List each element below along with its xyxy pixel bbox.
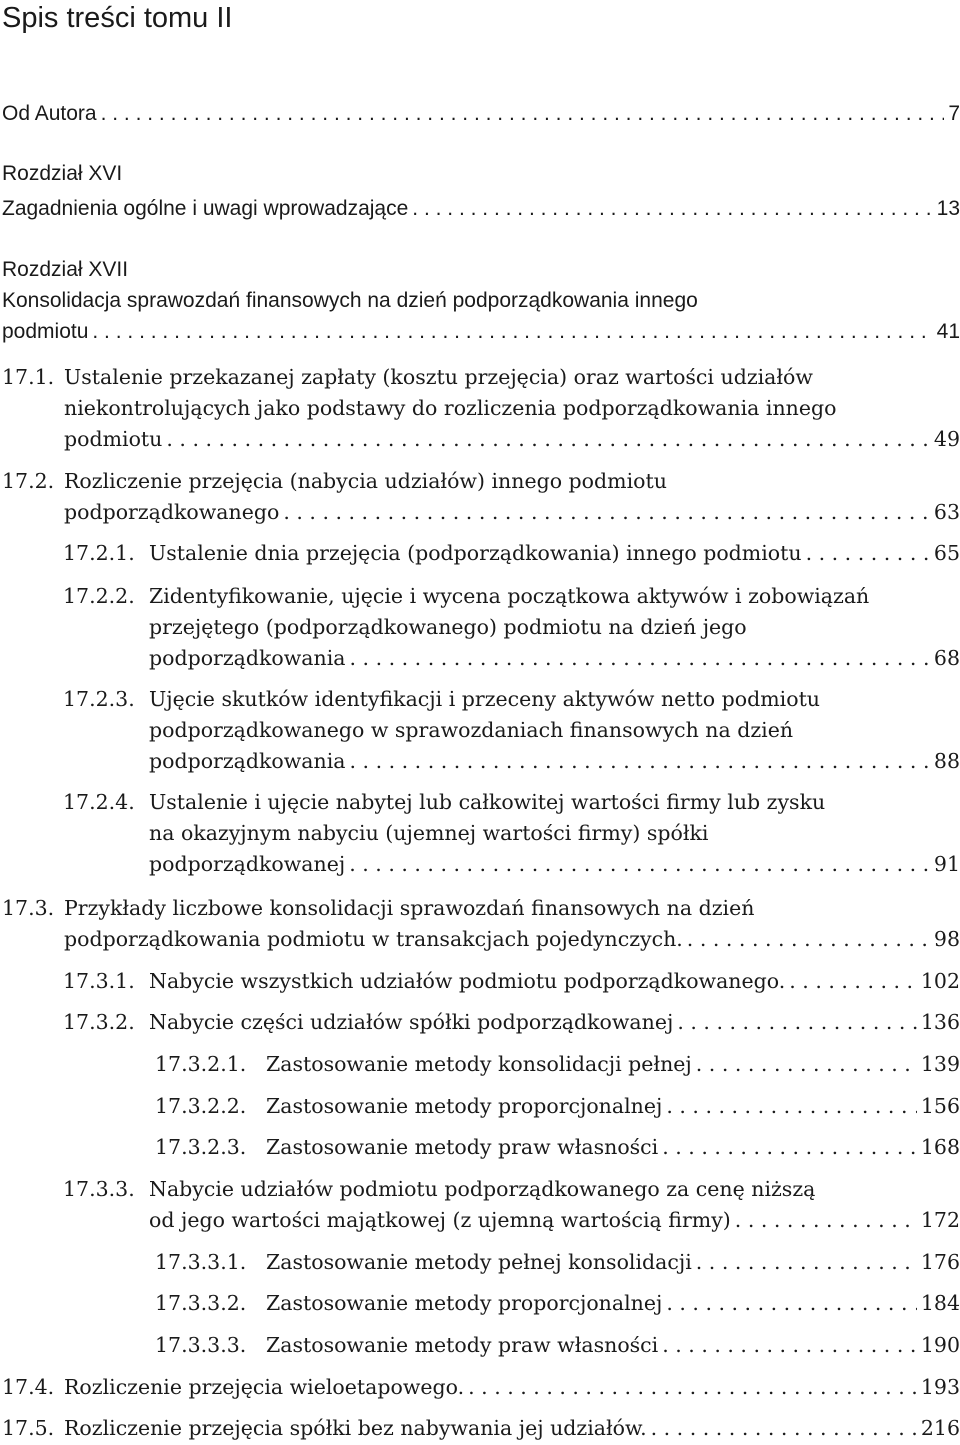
toc-page-number: 172 [920,1208,960,1232]
toc-section-number: 17.2. [2,469,55,493]
dot-leader [647,1413,917,1444]
dot-leader [464,1372,917,1403]
toc-page-number: 156 [920,1094,960,1118]
toc-entry[interactable] [2,285,960,347]
toc-section-number: 17.3.2.3. [155,1135,247,1159]
toc-entry[interactable] [63,1007,960,1038]
toc-line [63,538,960,569]
toc-entry-text: Zastosowanie metody praw własności [266,1333,659,1357]
toc-entry[interactable] [2,254,960,285]
toc-line [63,684,960,715]
toc-entry[interactable] [63,581,960,674]
toc-page-number: 136 [920,1010,960,1034]
toc-entry[interactable] [155,1247,960,1278]
dot-leader [692,1049,917,1080]
dot-leader [802,538,930,569]
toc-entry-text: Zastosowanie metody proporcjonalnej [266,1291,663,1315]
dot-leader [662,1091,917,1122]
toc-entry-text: podporządkowania podmiotu w transakcjach pojedynczych. [64,927,683,951]
toc-entry[interactable] [155,1091,960,1122]
toc-entry-text: podporządkowanej [149,852,346,876]
toc-line [2,893,960,924]
toc-section-number: 17.3.3. [63,1177,135,1201]
toc-line [63,581,960,612]
page-title: Spis treści tomu II [2,2,233,34]
toc-section-number: 17.5. [2,1416,55,1440]
toc-entry[interactable] [63,684,960,777]
toc-line [2,393,960,424]
toc-section-number: 17.2.4. [63,790,135,814]
toc-line [63,1205,960,1236]
dot-leader [162,424,930,455]
toc-entry-text: Zastosowanie metody proporcjonalnej [266,1094,663,1118]
toc-section-number: 17.2.1. [63,541,135,565]
toc-section-number: 17.3.3.3. [155,1333,247,1357]
toc-entry[interactable] [2,98,960,129]
toc-line [155,1091,960,1122]
dot-leader [662,1288,917,1319]
toc-page-number: 63 [933,500,960,524]
toc-entry[interactable] [155,1049,960,1080]
toc-page-number: 13 [936,197,960,220]
toc-section-number: 17.2.3. [63,687,135,711]
toc-entry[interactable] [2,1413,960,1444]
toc-entry-text: Ustalenie dnia przejęcia (podporządkowania) innego podmiotu [149,541,802,565]
dot-leader [408,193,932,224]
toc-page-number: 49 [933,427,960,451]
toc-entry[interactable] [155,1132,960,1163]
toc-section-number: 17.1. [2,365,55,389]
toc-line [2,158,960,189]
toc-line [155,1049,960,1080]
dot-leader [97,98,945,129]
toc-line [63,746,960,777]
toc-line [2,193,960,224]
dot-leader [658,1132,917,1163]
toc-page-number: 41 [936,320,960,343]
toc-entry-text: Rozliczenie przejęcia spółki bez nabywania jej udziałów. [64,1416,647,1440]
toc-page-number: 68 [933,646,960,670]
toc-section-number: 17.2.2. [63,584,135,608]
toc-line [155,1132,960,1163]
dot-leader [692,1247,917,1278]
toc-line [63,1007,960,1038]
toc-page-number: 7 [948,102,960,125]
toc-entry-text: podmiotu [2,320,89,343]
dot-leader [346,643,930,674]
toc-section-number: 17.3.3.1. [155,1250,247,1274]
toc-line [2,285,960,316]
toc-page-number: 184 [920,1291,960,1315]
toc-line [2,98,960,129]
toc-entry[interactable] [2,362,960,455]
toc-entry[interactable] [63,538,960,569]
toc-section-number: 17.3.2.2. [155,1094,247,1118]
toc-section-number: 17.3.2. [63,1010,135,1034]
toc-entry-text: Zidentyfikowanie, ujęcie i wycena początkowa aktywów i zobowiązań [149,584,870,608]
toc-page-number: 216 [920,1416,960,1440]
toc-entry[interactable] [63,1174,960,1236]
toc-entry-text: Ustalenie przekazanej zapłaty (kosztu przejęcia) oraz wartości udziałów [64,365,813,389]
dot-leader [88,316,932,347]
toc-line [2,424,960,455]
toc-section-number: 17.3.1. [63,969,135,993]
toc-line [2,497,960,528]
toc-entry-text: Rozliczenie przejęcia (nabycia udziałów) innego podmiotu [64,469,667,493]
toc-page-number: 193 [920,1375,960,1399]
toc-line [2,362,960,393]
toc-entry[interactable] [2,193,960,224]
toc-entry-text: podporządkowanego [64,500,280,524]
toc-entry-text: Rozdział XVII [2,258,129,281]
toc-line [63,966,960,997]
toc-page-number: 88 [933,749,960,773]
toc-entry-text: Nabycie wszystkich udziałów podmiotu podporządkowanego. [149,969,786,993]
toc-entry-text: Ujęcie skutków identyfikacji i przeceny aktywów netto podmiotu [149,687,821,711]
toc-entry-text: podmiotu [64,427,163,451]
toc-entry-text: Przykłady liczbowe konsolidacji sprawozdań finansowych na dzień [64,896,755,920]
toc-entry-text: od jego wartości majątkowej (z ujemną wartością firmy) [149,1208,731,1232]
toc-entry[interactable] [63,787,960,880]
toc-entry[interactable] [2,466,960,528]
toc-entry[interactable] [2,158,960,189]
toc-section-number: 17.3.3.2. [155,1291,247,1315]
toc-page-number: 102 [920,969,960,993]
dot-leader [345,849,930,880]
toc-entry-text: Ustalenie i ujęcie nabytej lub całkowitej wartości firmy lub zysku [149,790,826,814]
toc-entry-text: Od Autora [2,102,97,125]
toc-section-number: 17.3.2.1. [155,1052,247,1076]
toc-entry-text: podporządkowanego w sprawozdaniach finansowych na dzień [149,718,794,742]
toc-line [155,1247,960,1278]
toc-line [63,849,960,880]
toc-line [2,466,960,497]
dot-leader [279,497,930,528]
toc-line [2,1372,960,1403]
toc-entry[interactable] [63,966,960,997]
toc-line [2,1413,960,1444]
toc-entry-text: podporządkowania [149,749,346,773]
toc-page-number: 190 [920,1333,960,1357]
toc-entry-text: Zastosowanie metody praw własności [266,1135,659,1159]
toc-entry-text: Zagadnienia ogólne i uwagi wprowadzające [2,197,409,220]
toc-page-number: 98 [933,927,960,951]
toc-entry[interactable] [2,1372,960,1403]
toc-entry-text: Nabycie udziałów podmiotu podporządkowanego za cenę niższą [149,1177,816,1201]
toc-section-number: 17.4. [2,1375,55,1399]
toc-entry[interactable] [2,893,960,955]
toc-entry-text: Nabycie części udziałów spółki podporządkowanej [149,1010,674,1034]
toc-line [63,818,960,849]
toc-entry[interactable] [155,1288,960,1319]
dot-leader [658,1330,917,1361]
dot-leader [673,1007,917,1038]
toc-page-number: 91 [933,852,960,876]
toc-line [155,1288,960,1319]
toc-line [155,1330,960,1361]
toc-entry[interactable] [155,1330,960,1361]
toc-line [63,612,960,643]
toc-line [63,643,960,674]
dot-leader [346,746,930,777]
toc-line [2,316,960,347]
toc-line [63,1174,960,1205]
toc-page-number: 139 [920,1052,960,1076]
toc-line [63,787,960,818]
dot-leader [785,966,917,997]
toc-section-number: 17.3. [2,896,55,920]
dot-leader [683,924,930,955]
toc-entry-text: Rozdział XVI [2,162,123,185]
toc-page-number: 65 [933,541,960,565]
toc-entry-text: Konsolidacja sprawozdań finansowych na dzień podporządkowania innego [2,289,698,312]
toc-entry-text: na okazyjnym nabyciu (ujemnej wartości firmy) spółki [149,821,709,845]
toc-entry-text: podporządkowania [149,646,346,670]
toc-entry-text: Zastosowanie metody pełnej konsolidacji [266,1250,692,1274]
toc-entry-text: Rozliczenie przejęcia wieloetapowego. [64,1375,465,1399]
toc-page-number: 168 [920,1135,960,1159]
dot-leader [731,1205,917,1236]
toc-entry-text: Zastosowanie metody konsolidacji pełnej [266,1052,692,1076]
toc-page-number: 176 [920,1250,960,1274]
toc-line [2,924,960,955]
toc-entry-text: niekontrolujących jako podstawy do rozliczenia podporządkowania innego [64,396,837,420]
toc-line [2,254,960,285]
toc-entry-text: przejętego (podporządkowanego) podmiotu na dzień jego [149,615,747,639]
toc-line [63,715,960,746]
